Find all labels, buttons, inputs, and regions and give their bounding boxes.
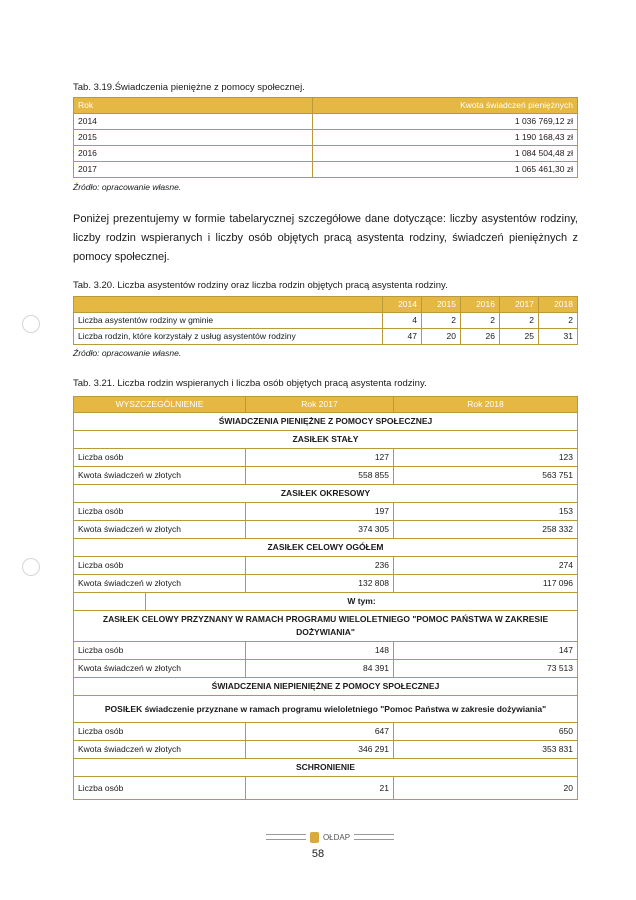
column-header: 2016 <box>461 297 500 313</box>
subsection-header: ZASIŁEK CELOWY PRZYZNANY W RAMACH PROGRAMU WIELOLETNIEGO "POMOC PAŃSTWA W ZAKRESIE DOŻYWIANIA" <box>74 611 578 642</box>
table-cell: 353 831 <box>394 741 578 759</box>
row-label: Liczba osób <box>74 642 246 660</box>
column-header: 2018 <box>539 297 578 313</box>
subsection-row <box>74 759 578 777</box>
table-row <box>74 130 578 146</box>
table-header-row <box>74 297 578 313</box>
table-row <box>74 146 578 162</box>
column-header: Kwota świadczeń pieniężnych <box>313 98 578 114</box>
table-cell: 1 084 504,48 zł <box>313 146 578 162</box>
table-cell: 236 <box>246 557 394 575</box>
empty-cell <box>74 593 146 611</box>
table-cell: 117 096 <box>394 575 578 593</box>
table-cell: 346 291 <box>246 741 394 759</box>
subsection-row <box>74 431 578 449</box>
table-cell: 274 <box>394 557 578 575</box>
table-row <box>74 741 578 759</box>
table-cell: 147 <box>394 642 578 660</box>
subsection-header: ZASIŁEK OKRESOWY <box>74 485 578 503</box>
table-asystenci-rodziny <box>73 296 578 345</box>
row-label: Liczba osób <box>74 777 246 800</box>
table-caption: Tab. 3.20. Liczba asystentów rodziny oraz liczba rodzin objętych pracą asystenta rodziny. <box>73 280 448 291</box>
row-label: Liczba osób <box>74 557 246 575</box>
table-swiadczenia-pieniezne <box>73 97 578 178</box>
row-label: Kwota świadczeń w złotych <box>74 467 246 485</box>
table-cell: 650 <box>394 723 578 741</box>
table-cell: 1 065 461,30 zł <box>313 162 578 178</box>
subsection-row <box>74 593 578 611</box>
row-label: Liczba osób <box>74 723 246 741</box>
column-header: Rok 2017 <box>246 397 394 413</box>
footer-logo <box>260 830 400 844</box>
row-label: Kwota świadczeń w złotych <box>74 741 246 759</box>
table-cell: 2016 <box>74 146 313 162</box>
coat-of-arms-icon <box>310 832 319 843</box>
subsection-row <box>74 696 578 723</box>
table-cell: 563 751 <box>394 467 578 485</box>
footer-rule <box>266 834 306 840</box>
table-cell: 374 305 <box>246 521 394 539</box>
section-header: ŚWIADCZENIA NIEPIENIĘŻNE Z POMOCY SPOŁECZNEJ <box>74 678 578 696</box>
table-cell: 647 <box>246 723 394 741</box>
table-caption: Tab. 3.19.Świadczenia pieniężne z pomocy społecznej. <box>73 82 305 93</box>
table-row <box>74 467 578 485</box>
table-row <box>74 723 578 741</box>
table-row <box>74 575 578 593</box>
table-cell: 25 <box>500 329 539 345</box>
table-row <box>74 449 578 467</box>
binder-hole-icon <box>22 558 40 576</box>
table-header-row <box>74 98 578 114</box>
section-header-row <box>74 678 578 696</box>
row-label: Kwota świadczeń w złotych <box>74 575 246 593</box>
subsection-row <box>74 611 578 642</box>
table-cell: 1 036 769,12 zł <box>313 114 578 130</box>
table-cell: 2 <box>539 313 578 329</box>
table-header-row <box>74 397 578 413</box>
table-cell: 1 190 168,43 zł <box>313 130 578 146</box>
subsection-row <box>74 539 578 557</box>
table-cell: 2 <box>500 313 539 329</box>
table-cell: 73 513 <box>394 660 578 678</box>
table-cell: 84 391 <box>246 660 394 678</box>
subsection-header: ZASIŁEK STAŁY <box>74 431 578 449</box>
subsection-row <box>74 485 578 503</box>
table-cell: 148 <box>246 642 394 660</box>
row-label: Kwota świadczeń w złotych <box>74 521 246 539</box>
table-cell: 197 <box>246 503 394 521</box>
column-header: Rok 2018 <box>394 397 578 413</box>
table-row <box>74 162 578 178</box>
table-cell: 20 <box>422 329 461 345</box>
table-cell: Liczba rodzin, które korzystały z usług asystentów rodziny <box>74 329 383 345</box>
table-rodziny-wspierane <box>73 396 578 800</box>
table-cell: 47 <box>383 329 422 345</box>
table-cell: 153 <box>394 503 578 521</box>
table-source: Źródło: opracowanie własne. <box>73 348 182 358</box>
table-row <box>74 557 578 575</box>
table-cell: 123 <box>394 449 578 467</box>
section-header-row <box>74 413 578 431</box>
table-cell: 132 808 <box>246 575 394 593</box>
column-header: 2015 <box>422 297 461 313</box>
table-row <box>74 329 578 345</box>
w-tym-label: W tym: <box>146 593 578 611</box>
table-cell: 31 <box>539 329 578 345</box>
table-cell: 2014 <box>74 114 313 130</box>
logo-text: OŁDAP <box>322 832 351 842</box>
body-paragraph: Poniżej prezentujemy w formie tabelarycznej szczegółowe dane dotyczące: liczby asystentów rodziny, liczby rodzin wspieranych i liczby osób objętych pracą asystenta rodziny, świadczeń pieniężnych z pomocy społecznej. <box>73 213 578 263</box>
binder-hole-icon <box>22 315 40 333</box>
table-row <box>74 114 578 130</box>
table-cell: 558 855 <box>246 467 394 485</box>
table-cell: 258 332 <box>394 521 578 539</box>
table-row <box>74 660 578 678</box>
table-cell: 2 <box>461 313 500 329</box>
section-header: ŚWIADCZENIA PIENIĘŻNE Z POMOCY SPOŁECZNEJ <box>74 413 578 431</box>
subsection-header: POSIŁEK świadczenie przyznane w ramach programu wieloletniego "Pomoc Państwa w zakresie dożywiania" <box>74 696 578 723</box>
table-row <box>74 521 578 539</box>
table-cell: 127 <box>246 449 394 467</box>
column-header: 2017 <box>500 297 539 313</box>
row-label: Liczba osób <box>74 503 246 521</box>
row-label: Liczba osób <box>74 449 246 467</box>
table-caption: Tab. 3.21. Liczba rodzin wspieranych i liczba osób objętych pracą asystenta rodziny. <box>73 378 427 389</box>
table-row <box>74 503 578 521</box>
table-cell: 20 <box>394 777 578 800</box>
subsection-header: SCHRONIENIE <box>74 759 578 777</box>
table-row <box>74 642 578 660</box>
footer-rule <box>354 834 394 840</box>
page-number: 58 <box>311 848 325 860</box>
column-header <box>74 297 383 313</box>
column-header: 2014 <box>383 297 422 313</box>
table-source: Źródło: opracowanie własne. <box>73 182 182 192</box>
table-cell: 2017 <box>74 162 313 178</box>
table-cell: 2015 <box>74 130 313 146</box>
table-row <box>74 777 578 800</box>
column-header: WYSZCZEGÓLNIENIE <box>74 397 246 413</box>
subsection-header: ZASIŁEK CELOWY OGÓŁEM <box>74 539 578 557</box>
column-header: Rok <box>74 98 313 114</box>
table-cell: Liczba asystentów rodziny w gminie <box>74 313 383 329</box>
table-cell: 21 <box>246 777 394 800</box>
row-label: Kwota świadczeń w złotych <box>74 660 246 678</box>
table-cell: 2 <box>422 313 461 329</box>
table-row <box>74 313 578 329</box>
table-cell: 26 <box>461 329 500 345</box>
table-cell: 4 <box>383 313 422 329</box>
